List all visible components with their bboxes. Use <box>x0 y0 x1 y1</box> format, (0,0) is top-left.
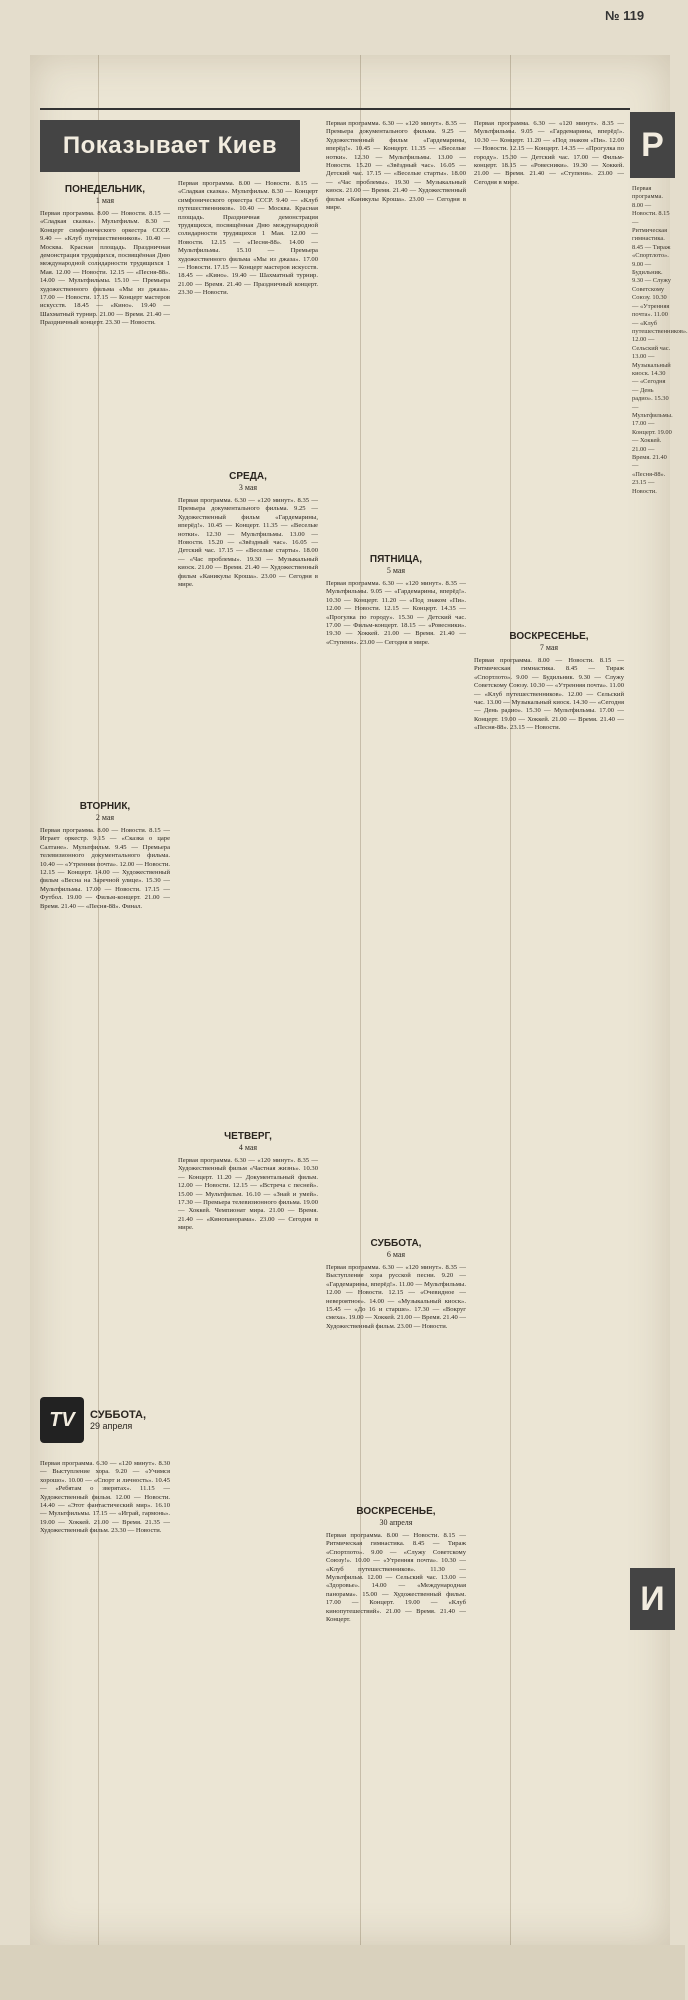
day-heading: ЧЕТВЕРГ, <box>224 1131 272 1142</box>
program-text: Первая программа. 8.00 — Новости. 8.15 — Играет оркестр. 9.15 — «Сказка о царе Салтане». Мультфильм. 9.45 — Премьера телевизионного документального фильма. 10.40 — «Утренняя почта». 12.00 — Новости. 12.15 — Концерт. 14.00 — Художественный фильм «Весна на Заречной улице». 15.30 — Мультфильмы. 17.00 — Новости. 17.15 — Футбол. 19.00 — Фильм-концерт. 21.00 — Время. 21.40 — «Песня-88». Финал. <box>40 827 170 910</box>
top-rule <box>40 108 630 110</box>
column-sunday-7 <box>474 625 624 1875</box>
program-text: Первая программа. 6.30 — «120 минут». 8.35 — Премьера документального фильма. 9.25 — Художественный фильм «Гардемарины, вперёд!». 10.45 — Концерт. 11.35 — «Веселые нотки». 12.30 — Мультфильмы. 13.00 — Новости. 15.20 — «Звёздный час». 16.05 — Детский час. 17.15 — «Веселые старты». 18.00 — «Час проблемы». 19.30 — Музыкальный киоск. 21.00 — Время. 21.40 — Художественный фильм «Каникулы Кроша». 23.00 — Сегодня в мире. <box>178 497 318 589</box>
day-heading: СРЕДА, <box>229 471 267 482</box>
column-tuesday <box>40 795 170 1375</box>
column-wednesday <box>178 465 318 1115</box>
day-date: 4 мая <box>238 1143 258 1152</box>
day-date: 30 апреля <box>379 1518 413 1527</box>
program-text: Первая программа. 8.00 — Новости. 8.15 — Ритмическая гимнастика. 8.45 — Тираж «Спортлото». 9.00 — «Служу Советскому Союзу!». 10.00 — «Утренняя почта». 10.30 — «Клуб путешественников». 11.30 — Мультфильм. 12.00 — Сельский час. 13.00 — «Здоровье». 14.00 — «Международная панорама». 15.00 — Художественный фильм. 17.00 — Концерт. 19.00 — «Клуб кинопутешествий». 21.00 — Время. 21.40 — Концерт. <box>326 1532 466 1624</box>
day-date: 5 мая <box>386 566 406 575</box>
day-date: 29 апреля <box>90 1421 133 1431</box>
column-saturday-29 <box>40 1460 170 1880</box>
program-text: Первая программа. 6.30 — «120 минут». 8.35 — Мультфильмы. 9.05 — «Гардемарины, вперёд!». 10.30 — Концерт. 11.20 — «Под знаком «Пи». 12.00 — Новости. 12.15 — Концерт. 14.35 — «Прогулка по городу». 15.30 — Детский час. 17.00 — Фильм-концерт. 18.15 — «Ровесники». 19.30 — Хоккей. 21.00 — Время. 21.40 — «Ступени». 23.00 — Сегодня в мире. <box>474 120 624 186</box>
column-misc-4 <box>474 120 624 620</box>
day-heading: ПОНЕДЕЛЬНИК, <box>64 184 146 195</box>
column-monday <box>40 178 170 778</box>
program-text: Первая программа. 8.00 — Новости. 8.15 — Ритмическая гимнастика. 8.45 — Тираж «Спортлото». 9.00 — Будильник. 9.30 — Служу Советскому Союзу. 10.30 — «Утренняя почта». 11.00 — «Клуб путешественников». 12.00 — Сельский час. 13.00 — Музыкальный киоск. 14.30 — «Сегодня — День радио». 15.30 — Мультфильмы. 17.00 — Концерт. 19.00 — Хоккей. 21.00 — Время. 21.40 — «Песня-88». 23.15 — Новости. <box>474 657 624 732</box>
right-banner-fragment: Р <box>630 112 675 178</box>
day-date: 1 мая <box>95 196 115 205</box>
day-heading: ВТОРНИК, <box>79 801 131 812</box>
day-heading: СУББОТА, <box>90 1409 147 1421</box>
day-date: 7 мая <box>539 643 559 652</box>
column-misc-top <box>178 180 318 460</box>
tv-icon: TV <box>40 1397 84 1443</box>
page-title: Показывает Киев <box>40 120 300 172</box>
day-date: 2 мая <box>95 813 115 822</box>
tv-logo-box <box>40 1385 148 1455</box>
day-heading: СУББОТА, <box>370 1238 422 1249</box>
day-heading: ВОСКРЕСЕНЬЕ, <box>509 631 589 642</box>
program-text: Первая программа. 6.30 — «120 минут». 8.35 — Выступление хора русской песни. 9.20 — «Гардемарины, вперёд!». 11.00 — Мультфильмы. 12.00 — Новости. 12.15 — «Очевидное — невероятное». 14.00 — «Музыкальный киоск». 15.45 — «До 16 и старше». 17.30 — «Вокруг смеха». 19.00 — Хоккей. 21.00 — Время. 21.40 — Художественный фильм. 23.00 — Новости. <box>326 1264 466 1330</box>
background-strip <box>0 1945 685 2000</box>
program-text: Первая программа. 6.30 — «120 минут». 8.35 — Мультфильмы. 9.05 — «Гардемарины, вперёд!». 10.30 — Концерт. 11.20 — «Под знаком «Пи». 12.00 — Новости. 12.15 — Концерт. 14.35 — «Прогулка по городу». 15.30 — Детский час. 17.00 — Фильм-концерт. 18.15 — «Ровесники». 19.30 — Хоккей. 21.00 — Время. 21.40 — «Ступени». 23.00 — Сегодня в мире. <box>326 580 466 646</box>
day-heading: ВОСКРЕСЕНЬЕ, <box>356 1506 436 1517</box>
column-thursday <box>178 1125 318 1875</box>
right-edge-fragment: Первая программа. 8.00 — Новости. 8.15 — Ритмическая гимнастика. 8.45 — Тираж «Спортлото». 9.00 — Будильник. 9.30 — Служу Советскому Союзу. 10.30 — «Утренняя почта». 11.00 — «Клуб путешественников». 12.00 — Сельский час. 13.00 — Музыкальный киоск. 14.30 — «Сегодня — День радио». 15.30 — Мультфильмы. 17.00 — Концерт. 19.00 — Хоккей. 21.00 — Время. 21.40 — «Песня-88». 23.15 — Новости. <box>632 185 688 495</box>
program-text: Первая программа. 6.30 — «120 минут». 8.30 — Выступление хора. 9.20 — «Учимся хорошо». 10.00 — «Спорт и личность». 10.45 — «Ребятам о зверятах». 11.15 — Художественный фильм. 12.00 — Новости. 14.40 — «Этот фантастический мир». 16.10 — Мультфильмы. 17.15 — «Играй, гармонь». 19.00 — Хоккей. 21.00 — Время. 21.35 — Художественный фильм. 23.30 — Новости. <box>40 1460 170 1535</box>
right-lower-fragment: И <box>630 1568 675 1630</box>
column-friday <box>326 548 466 1128</box>
day-date: 3 мая <box>238 483 258 492</box>
column-sunday-30 <box>326 1500 466 1880</box>
issue-number: № 119 <box>605 8 645 23</box>
program-text: Первая программа. 6.30 — «120 минут». 8.35 — Художественный фильм «Частная жизнь». 10.30 — Концерт. 11.20 — Документальный фильм. 12.00 — Новости. 12.15 — «Встреча с песней». 15.00 — Мультфильм. 16.10 — «Знай и умей». 17.30 — Премьера телевизионного фильма. 19.00 — Хоккей. Чемпионат мира. 21.00 — Время. 21.40 — «Кинопанорама». 23.00 — Сегодня в мире. <box>178 1157 318 1232</box>
day-heading: ПЯТНИЦА, <box>369 554 423 565</box>
program-text: Первая программа. 8.00 — Новости. 8.15 — «Сладкая сказка». Мультфильм. 8.30 — Концерт симфонического оркестра СССР. 9.40 — «Клуб путешественников». 10.40 — Москва. Красная площадь. Праздничная демонстрация трудящихся, посвящённая Дню международной солидарности трудящихся 1 Мая. 12.00 — Новости. 12.15 — «Песня-88». 14.00 — Мультфильмы. 15.10 — Премьера художественного фильма «Мы из джаза». 17.00 — Новости. 17.15 — Концерт мастеров искусств. 18.45 — «Кино». 19.40 — Шахматный турнир. 21.00 — Время. 21.40 — Праздничный концерт. 23.30 — Новости. <box>40 210 170 327</box>
column-saturday <box>326 1232 466 1462</box>
program-text: Первая программа. 8.00 — Новости. 8.15 — «Сладкая сказка». Мультфильм. 8.30 — Концерт симфонического оркестра СССР. 9.40 — «Клуб путешественников». 10.40 — Москва. Красная площадь. Праздничная демонстрация трудящихся, посвящённая Дню международной солидарности трудящихся 1 Мая. 12.00 — Новости. 12.15 — «Песня-88». 14.00 — Мультфильмы. 15.10 — Премьера художественного фильма «Мы из джаза». 17.00 — Новости. 17.15 — Концерт мастеров искусств. 18.45 — «Кино». 19.40 — Шахматный турнир. 21.00 — Время. 21.40 — Праздничный концерт. 23.30 — Новости. <box>178 180 318 297</box>
column-misc-3 <box>326 120 466 550</box>
day-date: 6 мая <box>386 1250 406 1259</box>
program-text: Первая программа. 6.30 — «120 минут». 8.35 — Премьера документального фильма. 9.25 — Художественный фильм «Гардемарины, вперёд!». 10.45 — Концерт. 11.35 — «Веселые нотки». 12.30 — Мультфильмы. 13.00 — Новости. 15.20 — «Звёздный час». 16.05 — Детский час. 17.15 — «Веселые старты». 18.00 — «Час проблемы». 19.30 — Музыкальный киоск. 21.00 — Время. 21.40 — Художественный фильм «Каникулы Кроша». 23.00 — Сегодня в мире. <box>326 120 466 212</box>
